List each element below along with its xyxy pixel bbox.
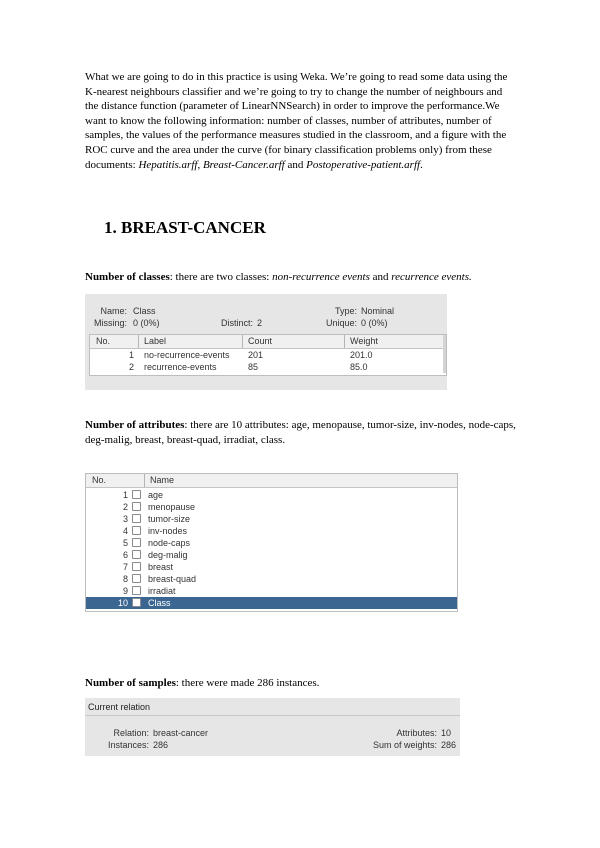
attribute-checkbox[interactable] (132, 550, 141, 559)
col-weight[interactable]: Weight (350, 336, 378, 346)
row-no: 7 (122, 562, 128, 572)
intro-end: . (420, 158, 423, 171)
row-no: 1 (128, 350, 134, 360)
attribute-checkbox[interactable] (132, 502, 141, 511)
samples-bold: Number of samples (85, 677, 176, 689)
attribute-checkbox[interactable] (132, 538, 141, 547)
current-relation-panel (85, 698, 460, 756)
name-value: Class (133, 306, 156, 316)
row-no: 6 (122, 550, 128, 560)
classes-text: : there are two classes: (169, 271, 273, 283)
weights-value: 286 (441, 740, 457, 750)
class-table (89, 334, 447, 376)
row-name: tumor-size (148, 514, 191, 524)
attribute-checkbox[interactable] (132, 598, 141, 607)
list-item[interactable] (86, 573, 457, 585)
instances-value: 286 (153, 740, 169, 750)
row-no: 4 (122, 526, 128, 536)
name-label: Name: (100, 306, 127, 316)
file-breast-cancer: Breast-Cancer.arff (202, 158, 285, 171)
distinct-value: 2 (257, 318, 263, 328)
intro-text: What we are going to do in this practice is using Weka. We’re going to read some data using the K-nearest neighbours classifier and we’re going to try to change the number of neighbours and the distance function (parameter of LinearNNSearch) in order to improve the performance.We want to know the following information: number of classes, number of attributes, number of samples, the values of the performance measures studied in the classroom, and a figure with the ROC curve and the area under the curve (for binary classification problems only) from these documents: (85, 71, 508, 171)
row-label: recurrence-events (144, 362, 217, 372)
attributes-text: : there are 10 attributes: age, menopause, tumor-size, inv-nodes, node-caps, deg-malig, breast, breast-quad, irradiat, class. (85, 419, 516, 446)
relation-value: breast-cancer (153, 728, 209, 738)
row-name: menopause (148, 502, 196, 512)
attribute-checkbox[interactable] (132, 574, 141, 583)
row-no: 10 (117, 598, 128, 608)
attribute-checkbox[interactable] (132, 490, 141, 499)
relation-titlebar (85, 698, 460, 716)
file-postoperative: Postoperative-patient.arff (306, 158, 421, 171)
table-row[interactable] (90, 361, 446, 373)
intro-paragraph (85, 70, 517, 172)
intro-sep2: and (284, 158, 307, 171)
attributes-value: 10 (441, 728, 452, 738)
row-name: node-caps (148, 538, 191, 548)
row-name: inv-nodes (148, 526, 188, 536)
attributes-list-panel (85, 473, 458, 612)
attribute-checkbox[interactable] (132, 526, 141, 535)
class-stats-panel (85, 294, 447, 390)
row-label: no-recurrence-events (144, 350, 230, 360)
type-value: Nominal (361, 306, 395, 316)
row-no: 8 (122, 574, 128, 584)
missing-value: 0 (0%) (133, 318, 160, 328)
classes-paragraph (85, 270, 517, 285)
samples-text: : there were made 286 instances. (175, 677, 320, 689)
row-name: breast (148, 562, 174, 572)
row-weight: 201.0 (350, 350, 373, 360)
distinct-label: Distinct: (221, 318, 254, 328)
instances-label: Instances: (107, 740, 149, 750)
row-name: irradiat (148, 586, 176, 596)
intro-sep1: , (197, 158, 203, 171)
attribute-checkbox[interactable] (132, 586, 141, 595)
row-name: Class (148, 598, 171, 608)
table-row[interactable] (90, 349, 446, 361)
row-no: 1 (122, 490, 128, 500)
table-scrollbar[interactable] (443, 335, 446, 373)
samples-paragraph (85, 676, 517, 691)
section-heading: 1. BREAST-CANCER (104, 218, 266, 237)
row-weight: 85.0 (350, 362, 368, 372)
class-table-header (90, 335, 446, 349)
list-item[interactable] (86, 549, 457, 561)
classes-bold: Number of classes (85, 271, 170, 283)
row-name: breast-quad (148, 574, 197, 584)
attributes-paragraph (85, 418, 517, 447)
missing-label: Missing: (93, 318, 127, 328)
attributes-label: Attributes: (396, 728, 437, 738)
row-no: 2 (128, 362, 134, 372)
unique-label: Unique: (325, 318, 357, 328)
attributes-bold: Number of attributes (85, 419, 185, 431)
relation-label: Relation: (113, 728, 149, 738)
col-count[interactable]: Count (248, 336, 273, 346)
class1-name: non-recurrence events (272, 271, 370, 283)
list-item[interactable] (86, 525, 457, 537)
col-no[interactable]: No. (92, 475, 107, 485)
file-hepatitis: Hepatitis.arff (138, 158, 198, 171)
row-no: 5 (122, 538, 128, 548)
col-name[interactable]: Name (150, 475, 175, 485)
class2-name: recurrence events. (391, 271, 472, 283)
attributes-header (86, 474, 457, 488)
row-count: 201 (248, 350, 264, 360)
row-count: 85 (248, 362, 259, 372)
list-item[interactable] (86, 513, 457, 525)
row-name: deg-malig (148, 550, 188, 560)
list-item[interactable] (86, 537, 457, 549)
row-no: 2 (122, 502, 128, 512)
list-item[interactable] (86, 585, 457, 597)
col-label[interactable]: Label (144, 336, 167, 346)
attribute-checkbox[interactable] (132, 514, 141, 523)
relation-title: Current relation (88, 702, 151, 712)
row-no: 3 (122, 514, 128, 524)
list-item[interactable] (86, 501, 457, 513)
attribute-checkbox[interactable] (132, 562, 141, 571)
list-item[interactable] (86, 561, 457, 573)
row-name: age (148, 490, 164, 500)
row-no: 9 (122, 586, 128, 596)
list-item-selected[interactable] (86, 597, 457, 609)
type-label: Type: (334, 306, 357, 316)
classes-and: and (369, 271, 392, 283)
weights-label: Sum of weights: (372, 740, 437, 750)
list-item[interactable] (86, 489, 457, 501)
col-no[interactable]: No. (96, 336, 111, 346)
unique-value: 0 (0%) (361, 318, 388, 328)
